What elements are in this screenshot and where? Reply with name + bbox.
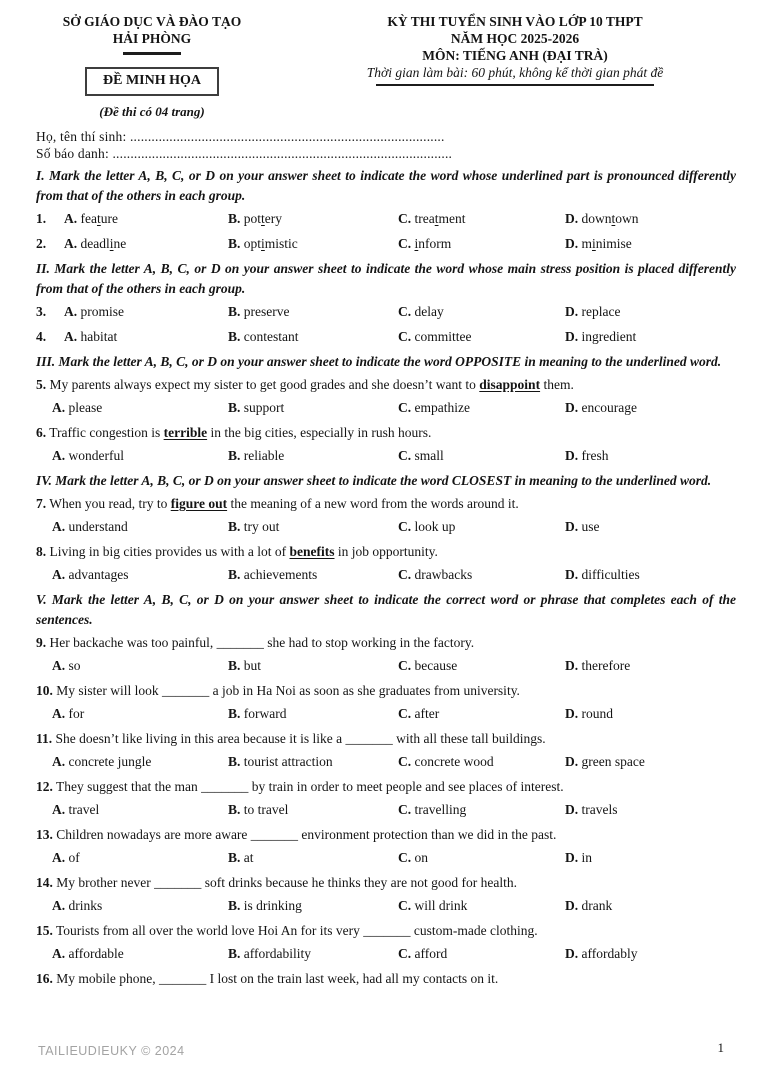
option-b [228,565,398,584]
option-letter: C. [398,802,412,817]
question-stem: 12. They suggest that the man _______ by train in order to meet people and see places of interest. [36,779,564,794]
option-d [565,446,736,465]
option-text: empathize [414,400,470,415]
exam-section-1 [36,166,736,253]
option-c [398,446,565,465]
option-a [52,517,228,536]
option-text: tourist attraction [243,754,333,769]
question-stem: 15. Tourists from all over the world love Hoi An for its very _______ custom-made clothing. [36,923,538,938]
option-letter: B. [228,211,241,226]
option-letter: D. [565,850,579,865]
option-a [52,398,228,417]
option-letter: B. [228,706,241,721]
option-letter: D. [565,754,579,769]
option-text: to travel [243,802,289,817]
option-text: is drinking [243,898,302,913]
option-d [565,327,736,346]
question-row [36,302,736,321]
question-stem: 8. Living in big cities provides us with a lot of benefits in job opportunity. [36,544,438,559]
option-letter: C. [398,754,412,769]
option-text: drinks [68,898,103,913]
option-letter: C. [398,304,412,319]
question-number: 11. [36,731,53,746]
option-text: at [243,850,254,865]
option-text: downtown [581,211,639,226]
question-row [36,234,736,253]
exam-section-4 [36,471,736,584]
long-divider-rule [376,84,654,86]
page-number: 1 [717,1040,724,1055]
options-row [52,446,736,465]
option-b [228,327,398,346]
option-d [565,752,736,771]
question-number: 15. [36,923,53,938]
option-d [565,848,736,867]
option-letter: B. [228,754,241,769]
option-letter: D. [565,236,579,251]
time-allowed-line: Thời gian làm bài: 60 phút, không kể thời gian phát đề [366,65,664,80]
option-letter: A. [52,850,66,865]
option-text: forward [243,706,287,721]
question-number: 12. [36,779,53,794]
option-text: concrete wood [414,754,494,769]
option-text: committee [414,329,472,344]
option-letter: D. [565,946,579,961]
option-text: wonderful [68,448,124,463]
option-text: fresh [581,448,609,463]
option-text: so [68,658,81,673]
option-c [398,752,565,771]
option-text: achievements [243,567,318,582]
option-c [398,209,565,228]
option-text: afford [414,946,448,961]
option-letter: A. [64,236,78,251]
option-a [64,327,228,346]
pages-count-note: (Đề thi có 04 trang) [99,104,205,119]
option-c [398,234,565,253]
option-b [228,848,398,867]
question-stem: 9. Her backache was too painful, _______ she had to stop working in the factory. [36,635,475,650]
option-letter: A. [52,400,66,415]
option-letter: D. [565,658,579,673]
option-text: therefore [581,658,631,673]
question-number: 5. [36,377,47,392]
section-heading: IV. Mark the letter A, B, C, or D on your answer sheet to indicate the word CLOSEST in meaning to the underlined word. [36,473,712,488]
option-letter: A. [52,754,66,769]
option-b [228,656,398,675]
option-c [398,327,565,346]
question-stem: 13. Children nowadays are more aware _______ environment protection than we did in the past. [36,827,557,842]
option-letter: B. [228,400,241,415]
options-row [52,800,736,819]
option-text: try out [243,519,280,534]
option-letter: C. [398,448,412,463]
question-number: 3. [36,304,47,319]
option-text: affordability [243,946,311,961]
option-text: on [414,850,428,865]
department-name-line2: HẢI PHÒNG [112,31,192,46]
question-stem: 16. My mobile phone, _______ I lost on the train last week, had all my contacts on it. [36,971,499,986]
options-row [52,517,736,536]
option-d [565,234,736,253]
option-b [228,944,398,963]
option-text: preserve [243,304,290,319]
option-text: small [414,448,444,463]
option-b [228,446,398,465]
option-text: after [414,706,440,721]
option-letter: A. [64,304,78,319]
option-text: promise [80,304,124,319]
option-d [565,565,736,584]
department-name-line1: SỞ GIÁO DỤC VÀ ĐÀO TẠO [62,14,242,29]
option-d [565,302,736,321]
sections [36,166,736,989]
option-d [565,896,736,915]
option-letter: A. [52,802,66,817]
question-stem: 7. When you read, try to figure out the meaning of a new word from the words around it. [36,496,519,511]
option-letter: A. [52,448,66,463]
exam-section-2 [36,259,736,346]
option-letter: D. [565,706,579,721]
option-text: delay [414,304,444,319]
option-text: difficulties [581,567,640,582]
option-d [565,398,736,417]
exam-section-5 [36,590,736,989]
option-d [565,517,736,536]
option-text: in [581,850,593,865]
option-b [228,209,398,228]
option-text: travelling [414,802,467,817]
option-letter: D. [565,304,579,319]
watermark-text: TAILIEUDIEUKY © 2024 [38,1044,185,1058]
option-text: habitat [80,329,118,344]
option-letter: D. [565,802,579,817]
option-letter: B. [228,304,241,319]
options-row [52,656,736,675]
option-letter: B. [228,658,241,673]
option-letter: C. [398,850,412,865]
section-heading: V. Mark the letter A, B, C, or D on your answer sheet to indicate the correct word or phrase that completes each of the sentences. [36,592,736,627]
question-stem: 10. My sister will look _______ a job in Ha Noi as soon as she graduates from university. [36,683,520,698]
options-row [52,944,736,963]
question-row [36,327,736,346]
option-text: feature [80,211,118,226]
option-letter: C. [398,658,412,673]
option-a [52,752,228,771]
option-c [398,565,565,584]
option-b [228,896,398,915]
exam-title-line1: KỲ THI TUYỂN SINH VÀO LỚP 10 THPT [387,14,643,29]
option-letter: B. [228,329,241,344]
option-a [52,446,228,465]
option-letter: A. [52,946,66,961]
option-text: ingredient [581,329,637,344]
option-letter: C. [398,519,412,534]
short-divider-rule [123,52,181,55]
option-letter: B. [228,898,241,913]
question-row [36,209,736,228]
option-text: deadline [80,236,127,251]
option-a [52,565,228,584]
option-b [228,398,398,417]
question-number: 2. [36,236,47,251]
option-letter: A. [52,658,66,673]
option-letter: B. [228,236,241,251]
option-text: look up [414,519,456,534]
option-c [398,398,565,417]
option-a [52,944,228,963]
option-text: treatment [414,211,466,226]
option-text: please [68,400,103,415]
option-text: but [243,658,262,673]
option-letter: C. [398,706,412,721]
option-text: contestant [243,329,299,344]
question-stem: 14. My brother never _______ soft drinks because he thinks they are not good for health. [36,875,518,890]
option-letter: A. [52,898,66,913]
question-number: 14. [36,875,53,890]
question-number: 6. [36,425,47,440]
option-text: encourage [581,400,637,415]
option-text: drank [581,898,613,913]
option-letter: A. [64,211,78,226]
option-letter: C. [398,400,412,415]
option-c [398,896,565,915]
option-text: concrete jungle [68,754,152,769]
option-text: round [581,706,613,721]
question-number: 8. [36,544,47,559]
option-text: understand [68,519,128,534]
exam-section-3 [36,352,736,465]
question-stem: 6. Traffic congestion is terrible in the big cities, especially in rush hours. [36,425,432,440]
options-row [52,398,736,417]
option-c [398,800,565,819]
option-text: support [243,400,285,415]
option-letter: A. [52,519,66,534]
option-text: green space [581,754,645,769]
option-letter: B. [228,448,241,463]
question-number: 1. [36,211,47,226]
option-text: optimistic [243,236,298,251]
candidate-id-line: Số báo danh: ............................................................................................... [36,145,453,161]
option-c [398,656,565,675]
question-stem: 11. She doesn’t like living in this area because it is like a _______ with all these tall buildings. [36,731,546,746]
option-d [565,209,736,228]
option-letter: D. [565,400,579,415]
page-header [36,13,736,120]
option-a [52,848,228,867]
option-b [228,800,398,819]
option-a [64,209,228,228]
option-text: replace [581,304,621,319]
subject-line: MÔN: TIẾNG ANH (ĐẠI TRÀ) [422,48,608,63]
option-letter: C. [398,329,412,344]
section-heading: III. Mark the letter A, B, C, or D on your answer sheet to indicate the word OPPOSITE in meaning to the underlined word. [36,354,722,369]
option-letter: B. [228,946,241,961]
option-a [64,234,228,253]
option-letter: C. [398,211,412,226]
question-number: 9. [36,635,47,650]
question-number: 4. [36,329,47,344]
options-row [52,752,736,771]
option-letter: B. [228,567,241,582]
option-b [228,517,398,536]
question-stem: 5. My parents always expect my sister to get good grades and she doesn’t want to disappoint them. [36,377,574,392]
header-left-block [36,13,268,120]
option-c [398,848,565,867]
option-a [52,704,228,723]
option-letter: D. [565,519,579,534]
option-a [52,656,228,675]
option-letter: C. [398,236,412,251]
option-d [565,656,736,675]
option-text: inform [414,236,452,251]
option-letter: D. [565,898,579,913]
options-row [52,565,736,584]
option-a [52,896,228,915]
option-text: will drink [414,898,468,913]
option-b [228,302,398,321]
option-text: for [68,706,85,721]
option-text: of [68,850,80,865]
options-row [52,848,736,867]
option-b [228,704,398,723]
question-number: 13. [36,827,53,842]
option-d [565,944,736,963]
option-b [228,752,398,771]
question-number: 7. [36,496,47,511]
option-c [398,517,565,536]
option-c [398,944,565,963]
option-b [228,234,398,253]
option-letter: A. [64,329,78,344]
option-d [565,800,736,819]
exam-type-box: ĐỀ MINH HỌA [85,67,219,96]
option-text: travel [68,802,100,817]
question-number: 10. [36,683,53,698]
options-row [52,704,736,723]
option-text: minimise [581,236,632,251]
option-letter: A. [52,567,66,582]
option-text: advantages [68,567,129,582]
option-c [398,302,565,321]
question-number: 16. [36,971,53,986]
option-letter: D. [565,211,579,226]
option-letter: B. [228,850,241,865]
option-text: affordably [581,946,638,961]
section-heading: II. Mark the letter A, B, C, or D on your answer sheet to indicate the word whose main stress position is placed differently from that of the others in each group. [36,261,736,296]
option-letter: C. [398,567,412,582]
option-text: because [414,658,458,673]
option-letter: D. [565,448,579,463]
option-letter: B. [228,802,241,817]
option-letter: C. [398,898,412,913]
option-text: drawbacks [414,567,473,582]
option-c [398,704,565,723]
option-text: reliable [243,448,285,463]
option-text: use [581,519,600,534]
option-letter: D. [565,567,579,582]
option-letter: D. [565,329,579,344]
candidate-name-line: Họ, tên thí sinh: ........................................................................................ [36,129,445,144]
option-a [64,302,228,321]
option-letter: A. [52,706,66,721]
options-row [52,896,736,915]
option-letter: C. [398,946,412,961]
option-letter: B. [228,519,241,534]
option-text: travels [581,802,618,817]
option-a [52,800,228,819]
header-right-block [268,13,736,86]
exam-title-line2: NĂM HỌC 2025-2026 [450,31,580,46]
option-text: pottery [243,211,283,226]
option-text: affordable [68,946,124,961]
option-d [565,704,736,723]
section-heading: I. Mark the letter A, B, C, or D on your answer sheet to indicate the word whose underlined part is pronounced differently from that of the others in each group. [36,168,736,203]
